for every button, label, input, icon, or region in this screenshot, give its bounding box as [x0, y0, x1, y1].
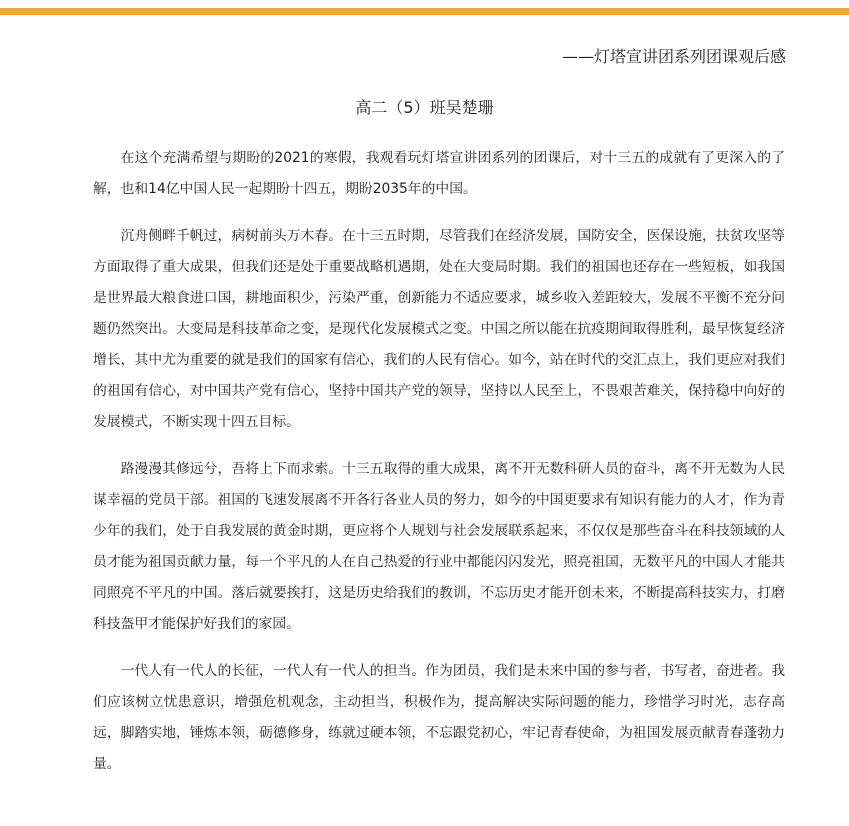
subtitle: ——灯塔宣讲团系列团课观后感	[561, 47, 786, 66]
paragraph: 路漫漫其修远兮，吾将上下而求索。十三五取得的重大成果，离不开无数科研人员的奋斗，离不开无数为人民谋幸福的党员干部。祖国的飞速发展离不开各行各业人员的努力，如今的中国更要求有知识有能力的人才，作为青少年的我们，处于自我发展的黄金时期，更应将个人规划与社会发展联系起来，不仅仅是那些奋斗在科技领域的人员才能为祖国贡献力量，每一个平凡的人在自己热爱的行业中都能闪闪发光，照亮祖国，无数平凡的中国人才能共同照亮不平凡的中国。落后就要挨打，这是历史给我们的教训，不忘历史才能开创未来，不断提高科技实力，打磨科技盔甲才能保护好我们的家园。	[93, 461, 785, 632]
article-body	[93, 143, 785, 796]
paragraph: 一代人有一代人的长征，一代人有一代人的担当。作为团员，我们是未来中国的参与者，书写者，奋进者。我们应该树立忧患意识，增强危机观念，主动担当，积极作为，提高解决实际问题的能力，珍惜学习时光，志存高远，脚踏实地，锤炼本领，砺德修身，练就过硬本领，不忘跟党初心，牢记青春使命，为祖国发展贡献青春蓬勃力量。	[93, 663, 785, 772]
paragraph: 沉舟侧畔千帆过，病树前头万木春。在十三五时期，尽管我们在经济发展，国防安全，医保设施，扶贫攻坚等方面取得了重大成果，但我们还是处于重要战略机遇期，处在大变局时期。我们的祖国也还存在一些短板，如我国是世界最大粮食进口国，耕地面积少，污染严重，创新能力不适应要求，城乡收入差距较大，发展不平衡不充分问题仍然突出。大变局是科技革命之变，是现代化发展模式之变。中国之所以能在抗疫期间取得胜利，最早恢复经济增长，其中尤为重要的就是我们的国家有信心，我们的人民有信心。如今，站在时代的交汇点上，我们更应对我们的祖国有信心，对中国共产党有信心，坚持中国共产党的领导，坚持以人民至上，不畏艰苦难关，保持稳中向好的发展模式，不断实现十四五目标。	[93, 228, 785, 430]
top-accent-bar	[0, 8, 849, 15]
paragraph: 在这个充满希望与期盼的2021的寒假，我观看玩灯塔宣讲团系列的团课后，对十三五的成就有了更深入的了解，也和14亿中国人民一起期盼十四五，期盼2035年的中国。	[93, 150, 785, 197]
author-line: 高二（5）班吴楚珊	[355, 98, 494, 117]
